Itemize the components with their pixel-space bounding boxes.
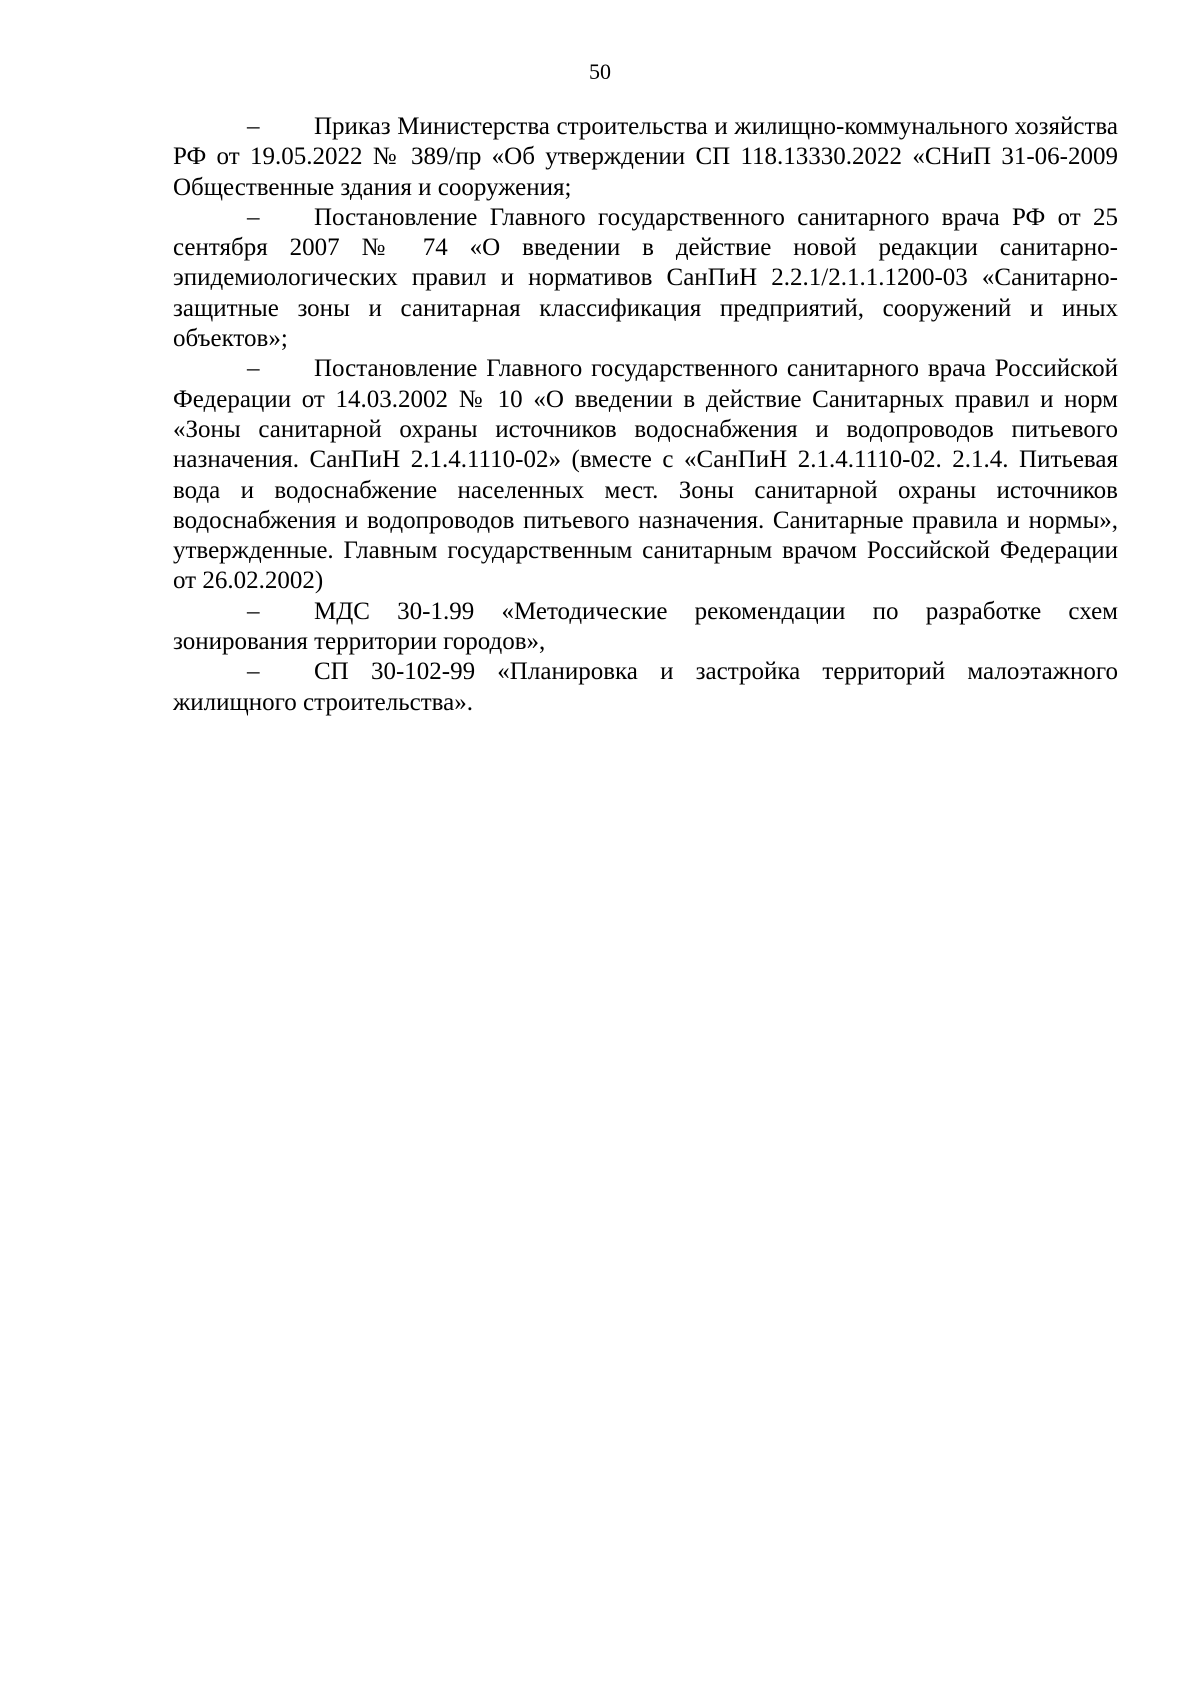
page-number: 50 xyxy=(589,59,611,84)
list-item-text: МДС 30-1.99 «Методические рекомендации по разработке схем зонирования территории городов», xyxy=(173,597,1118,656)
list-bullet: – xyxy=(247,113,260,140)
list-item-text: Приказ Министерства строительства и жилищно-коммунального хозяйства РФ от 19.05.2022 № 389/пр «Об утверждении СП 118.13330.2022 «СНиП 31-06-2009 Общественные здания и сооружения; xyxy=(173,113,1118,201)
list-bullet: – xyxy=(247,355,260,383)
list-item xyxy=(173,657,1118,718)
list-item-text: СП 30-102-99 «Планировка и застройка территорий малоэтажного жилищного строительства». xyxy=(173,658,1118,716)
document-body xyxy=(173,112,1118,718)
list-item xyxy=(173,203,1118,354)
list-bullet: – xyxy=(247,203,260,231)
list-item xyxy=(173,112,1118,203)
list-bullet: – xyxy=(247,597,260,625)
list-item xyxy=(173,354,1118,596)
list-item-text: Постановление Главного государственного санитарного врача Российской Федерации от 14.03.2002 № 10 «О введении в действие Санитарных правил и норм «Зоны санитарной охраны источников водоснабжения и водопроводов питьевого назначения. СанПиН 2.1.4.1110-02» (вместе с «СанПиН 2.1.4.1110-02. 2.1.4. Питьевая вода и водоснабжение населенных мест. Зоны санитарной охраны источников водоснабжения и водопроводов питьевого назначения. Санитарные правила и нормы», утвержденные. Главным государственным санитарным врачом Российской Федерации от 26.02.2002) xyxy=(173,355,1118,595)
list-item-text: Постановление Главного государственного санитарного врача РФ от 25 сентября 2007 № 74 «О введении в действие новой редакции санитарно-эпидемиологических правил и нормативов СанПиН 2.2.1/2.1.1.1200-03 «Санитарно-защитные зоны и санитарная классификация предприятий, сооружений и иных объектов»; xyxy=(173,203,1118,353)
list-bullet: – xyxy=(247,658,260,686)
list-item xyxy=(173,597,1118,658)
